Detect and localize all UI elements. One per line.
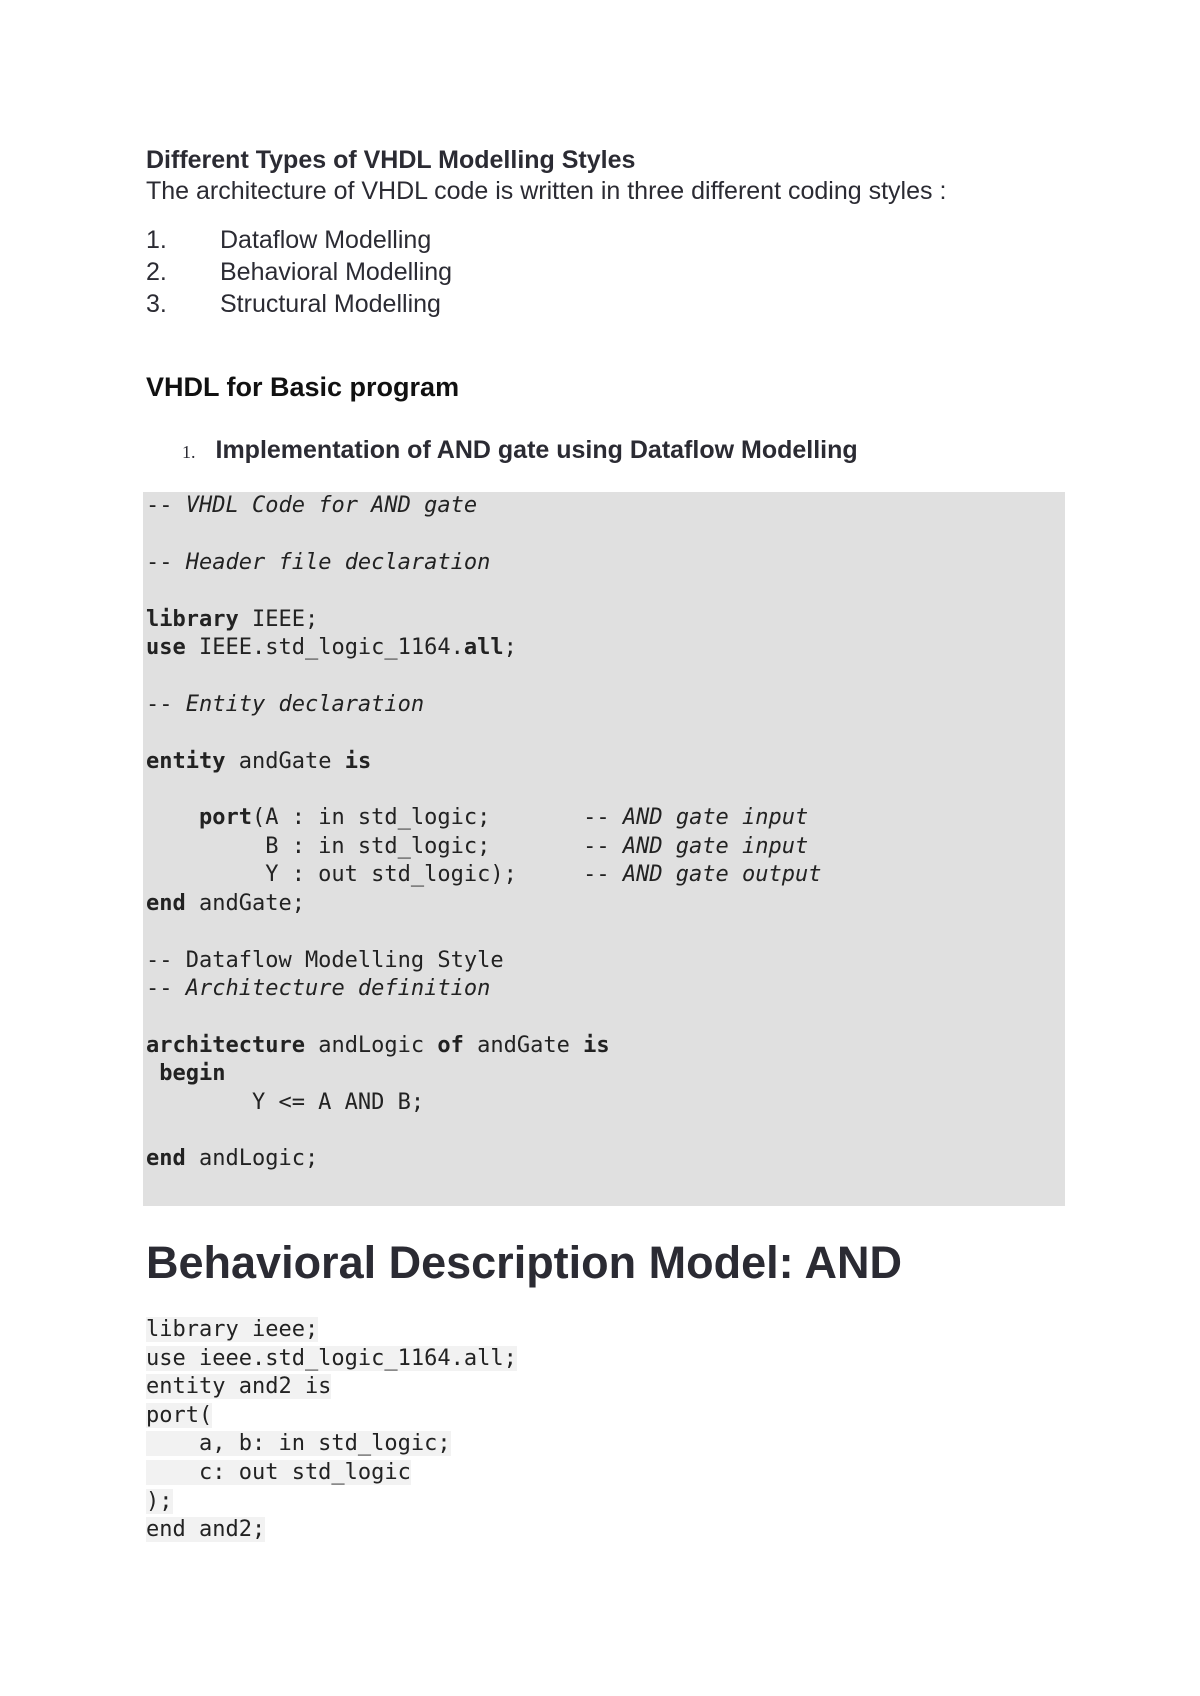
code-line: library IEEE;	[146, 606, 319, 632]
code-line	[146, 1488, 517, 1517]
code-line: B : in std_logic; -- AND gate input	[146, 833, 809, 859]
code-line-text: port(	[146, 1402, 213, 1428]
list-item-number: 1.	[146, 226, 167, 254]
code-line: -- Entity declaration	[146, 691, 425, 717]
code-line-text: entity and2 is	[146, 1374, 332, 1400]
intro-paragraph: The architecture of VHDL code is written in three different coding styles :	[146, 177, 947, 205]
code-line-text: end and2;	[146, 1517, 266, 1543]
list-item	[146, 256, 452, 288]
behavioral-heading: Behavioral Description Model: AND	[146, 1237, 902, 1288]
list-item-label: Behavioral Modelling	[220, 258, 453, 286]
list-item-label: Dataflow Modelling	[220, 226, 432, 254]
code-line: Y : out std_logic); -- AND gate output	[146, 862, 822, 888]
code-line: port(A : in std_logic; -- AND gate input	[198, 805, 809, 831]
list-item	[146, 224, 452, 256]
code-line: -- VHDL Code for AND gate	[146, 493, 478, 518]
code-line-text: a, b: in std_logic;	[146, 1431, 451, 1457]
subheading-number: 1.	[182, 442, 196, 462]
behavioral-code-block	[146, 1316, 517, 1545]
list-item-number: 3.	[146, 290, 167, 318]
and-gate-code-block	[143, 492, 1065, 1206]
basic-program-heading: VHDL for Basic program	[146, 372, 460, 402]
code-line	[146, 1316, 517, 1345]
code-line: begin	[159, 1061, 226, 1087]
code-line: end andLogic;	[146, 1146, 319, 1172]
code-line: end andGate;	[146, 890, 305, 916]
code-line	[146, 1402, 517, 1431]
and-gate-subheading	[182, 436, 858, 465]
code-line-text: use ieee.std_logic_1164.all;	[146, 1345, 517, 1371]
code-line: -- Header file declaration	[146, 549, 491, 575]
subheading-text: Implementation of AND gate using Dataflow Modelling	[215, 436, 858, 464]
code-line: architecture andLogic of andGate is	[146, 1032, 610, 1058]
code-line	[146, 1373, 517, 1402]
and-gate-code	[146, 492, 822, 1174]
code-line	[146, 1516, 517, 1545]
code-line: -- Dataflow Modelling Style	[146, 947, 504, 973]
code-line-text: c: out std_logic	[146, 1459, 411, 1485]
code-line	[146, 1459, 517, 1488]
list-item-number: 2.	[146, 258, 167, 286]
code-line: -- Architecture definition	[146, 975, 491, 1001]
modelling-styles-list	[146, 224, 452, 320]
code-line-text: );	[146, 1488, 173, 1514]
list-item	[146, 288, 452, 320]
section-title: Different Types of VHDL Modelling Styles	[146, 146, 636, 174]
code-line: entity andGate is	[146, 748, 372, 774]
code-line: use IEEE.std_logic_1164.all;	[146, 635, 517, 661]
code-line	[146, 1430, 517, 1459]
code-line-text: library ieee;	[146, 1317, 319, 1342]
code-line	[146, 1345, 517, 1374]
code-line: Y <= A AND B;	[146, 1089, 425, 1115]
list-item-label: Structural Modelling	[220, 290, 441, 318]
